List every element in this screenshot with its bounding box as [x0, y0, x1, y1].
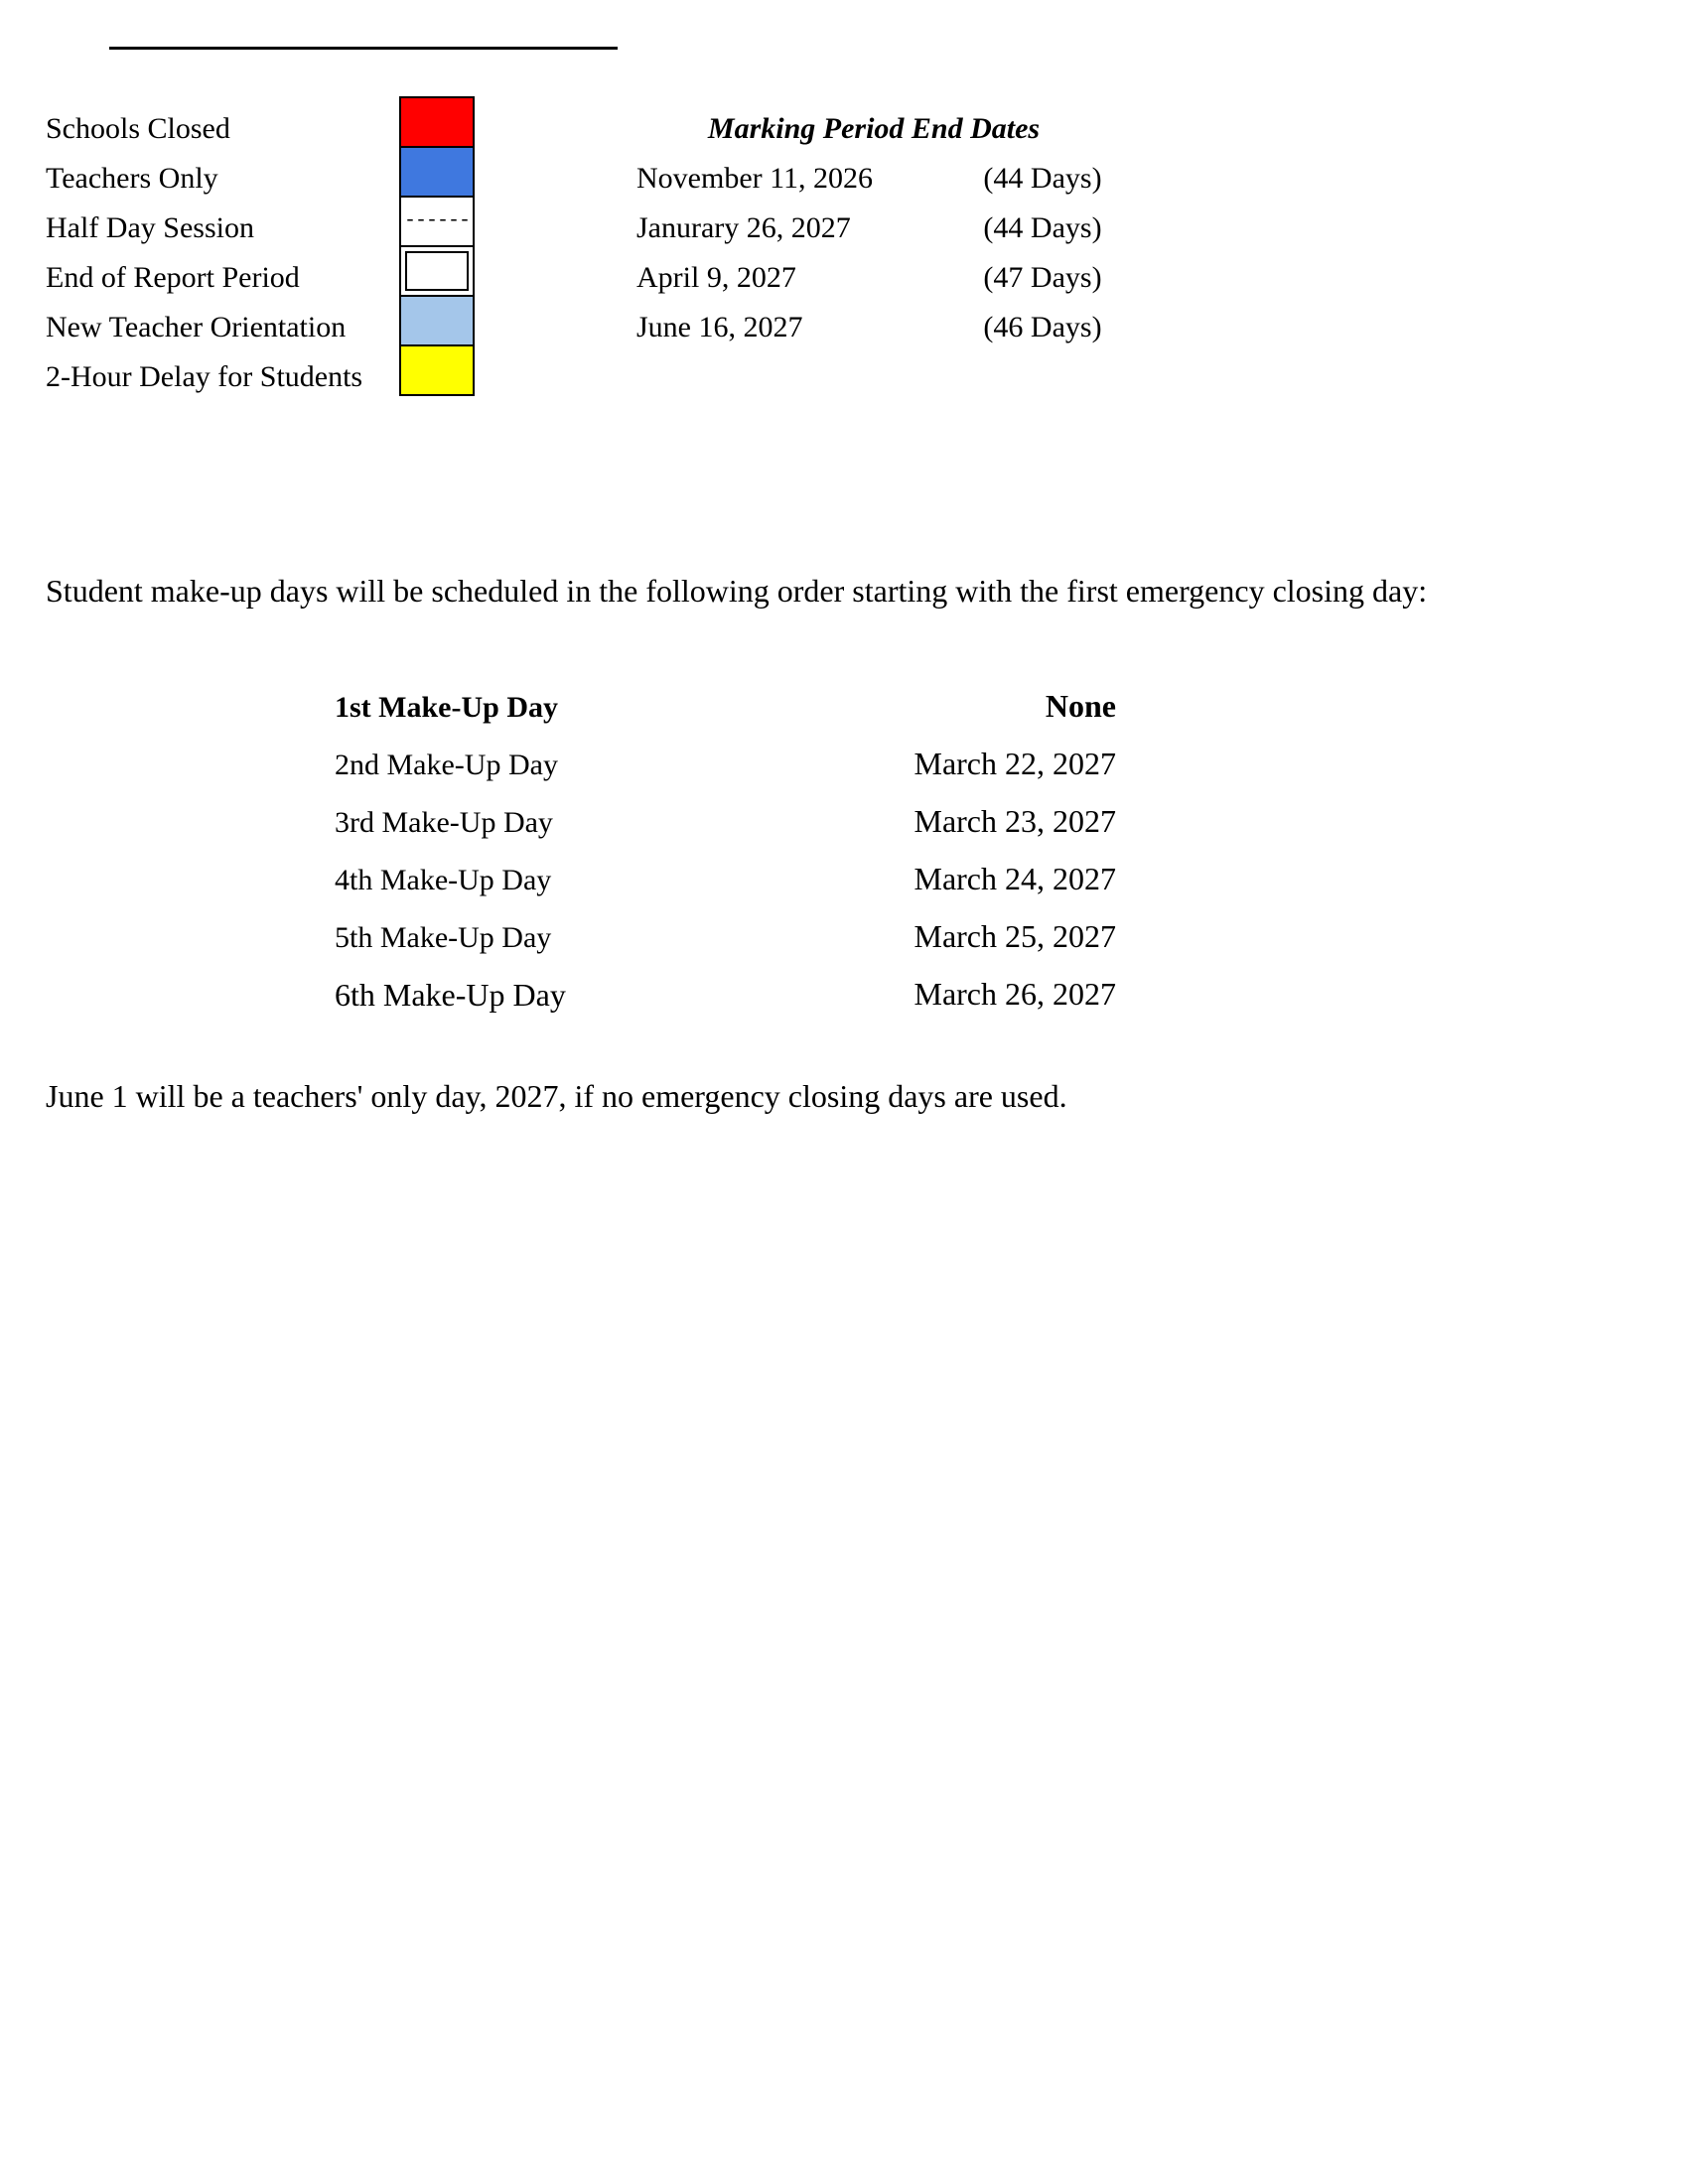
marking-period-days: (44 Days) — [983, 211, 1102, 244]
footer-note: June 1 will be a teachers' only day, 2027, if no emergency closing days are used. — [46, 1078, 1067, 1114]
half-day-mark: ------ — [403, 209, 470, 232]
legend-swatch-dashed — [399, 196, 475, 247]
makeup-intro: Student make-up days will be scheduled in the following order starting with the first emergency closing day: — [46, 573, 1428, 609]
legend-swatch-blue — [399, 146, 475, 198]
legend-label-teachers-only: Teachers Only — [46, 162, 218, 195]
makeup-label: 3rd Make-Up Day — [335, 806, 553, 839]
marking-period-days: (46 Days) — [983, 311, 1102, 343]
makeup-label: 4th Make-Up Day — [335, 864, 552, 896]
makeup-date: March 25, 2027 — [914, 918, 1116, 954]
legend-swatch-double-border — [399, 245, 475, 297]
marking-period-title: Marking Period End Dates — [707, 112, 1041, 145]
legend-swatch-light-blue — [399, 295, 475, 346]
marking-period-date: November 11, 2026 — [636, 162, 874, 195]
makeup-label: 1st Make-Up Day — [335, 691, 558, 724]
marking-period-days: (44 Days) — [983, 162, 1102, 195]
makeup-label: 5th Make-Up Day — [335, 921, 552, 954]
legend-label-end-of-report: End of Report Period — [46, 261, 300, 294]
legend-swatch-red — [399, 96, 475, 148]
legend-label-half-day: Half Day Session — [46, 211, 254, 244]
marking-period-date: Janurary 26, 2027 — [636, 211, 851, 244]
makeup-date: March 22, 2027 — [914, 746, 1116, 781]
makeup-date: None — [1045, 688, 1116, 724]
marking-period-days: (47 Days) — [983, 261, 1102, 294]
legend-swatch-yellow — [399, 344, 475, 396]
top-rule — [109, 47, 618, 50]
marking-period-date: June 16, 2027 — [636, 311, 803, 343]
legend-label-schools-closed: Schools Closed — [46, 112, 230, 145]
legend-label-two-hour-delay: 2-Hour Delay for Students — [46, 360, 363, 393]
makeup-label: 2nd Make-Up Day — [335, 749, 558, 781]
makeup-date: March 26, 2027 — [914, 976, 1116, 1012]
makeup-label: 6th Make-Up Day — [335, 977, 566, 1013]
legend-label-new-teacher: New Teacher Orientation — [46, 311, 347, 343]
marking-period-date: April 9, 2027 — [636, 261, 796, 294]
makeup-date: March 23, 2027 — [914, 803, 1116, 839]
makeup-date: March 24, 2027 — [914, 861, 1116, 896]
